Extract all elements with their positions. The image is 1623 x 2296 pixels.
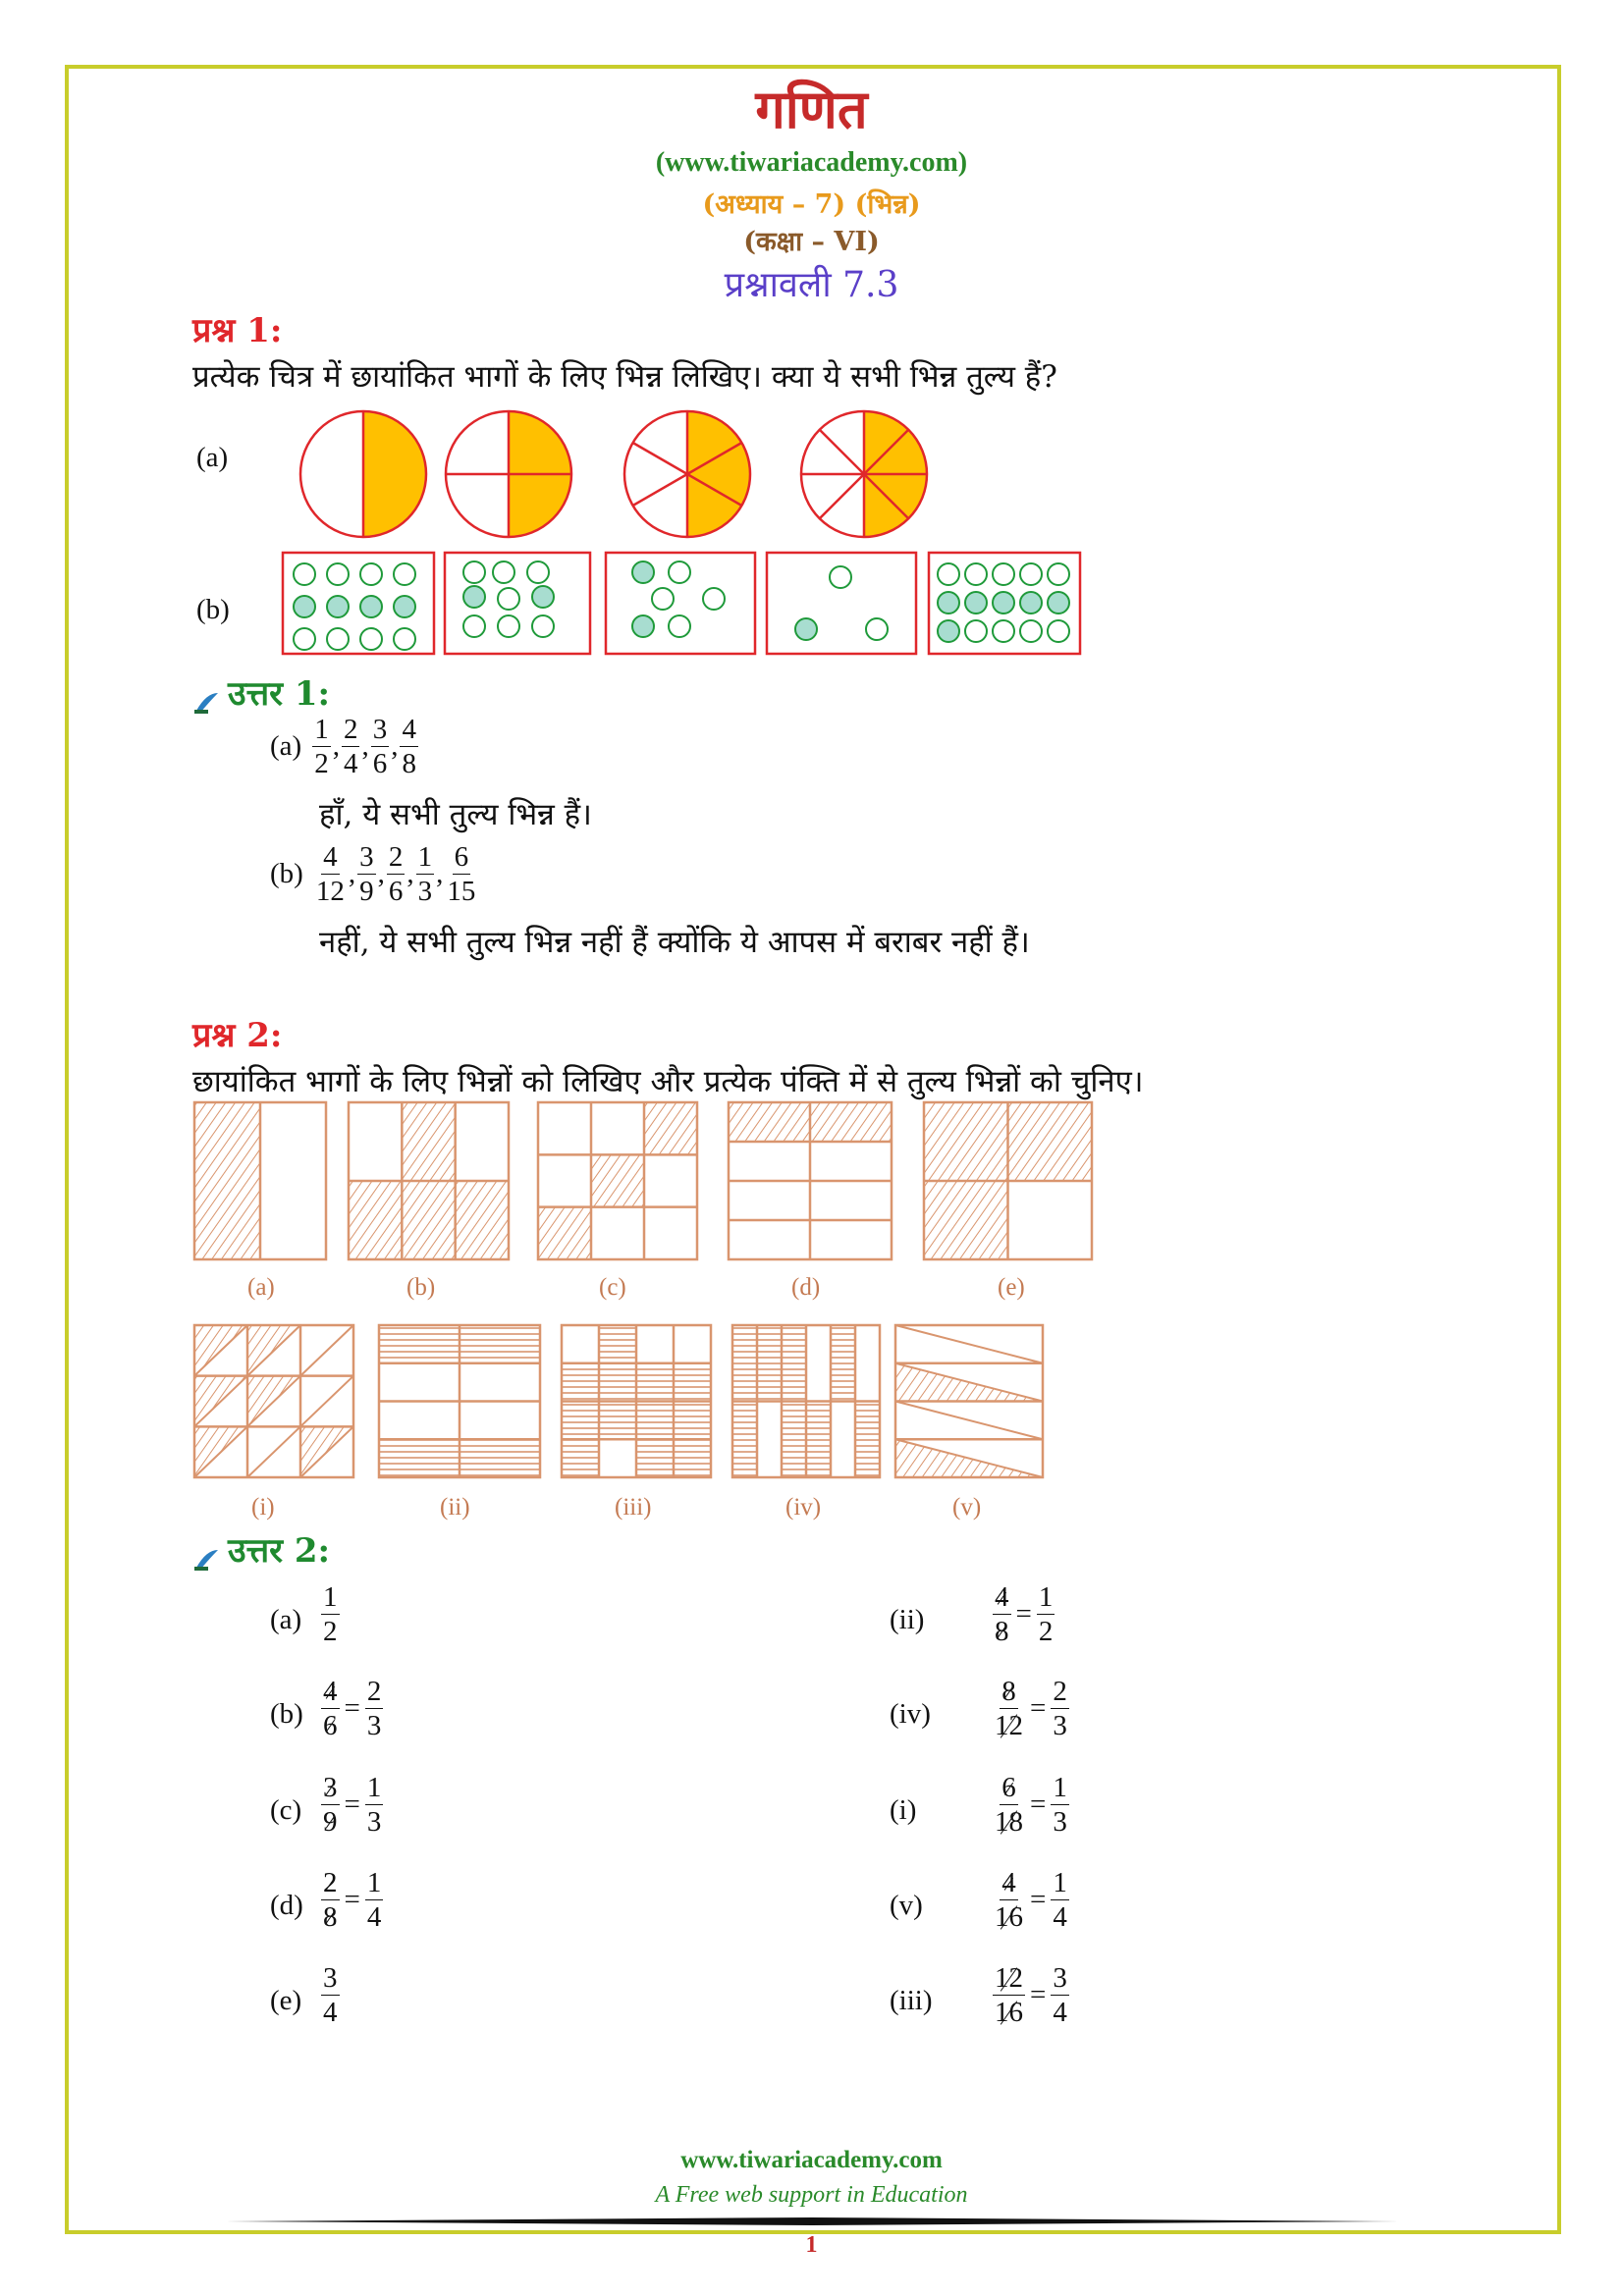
shaded-grid-figure [729,1102,892,1259]
figure-caption: (iii) [615,1494,652,1521]
shaded-cell [562,1439,599,1477]
shaded-cell [538,1207,591,1259]
shaded-cell [402,1181,455,1259]
shaded-cell [674,1439,711,1477]
numerator: 2 [387,842,406,875]
denominator: 9 [359,876,374,908]
question-1-heading: प्रश्न 1: [192,311,283,350]
shaded-cell [1008,1102,1093,1181]
denominator: 8 [323,1901,338,1934]
footer-tagline: A Free web support in Education [655,2182,968,2208]
separator: , [406,858,414,890]
equals-sign: = [1030,1979,1047,2011]
equals-sign: = [1015,1598,1032,1630]
separator: , [361,730,369,763]
denominator: 3 [1053,1710,1067,1742]
numerator: 2 [321,1868,340,1900]
fraction [365,1677,384,1741]
diagonal [895,1325,1043,1363]
denominator: 6 [323,1710,338,1742]
numerator: 1 [321,1582,340,1615]
answer-2-label: (b) [270,1698,303,1730]
shaded-cell [810,1102,892,1142]
denominator: 6 [372,748,388,780]
answer-2-label: (i) [890,1794,917,1826]
fraction [1051,1677,1069,1741]
fraction [1051,1773,1069,1838]
shaded-cell [729,1102,810,1142]
shaded-cell [591,1154,644,1206]
figure-caption: (v) [952,1494,982,1521]
answer-2-label: (ii) [890,1604,925,1635]
answer-2-expression [992,1582,1055,1647]
numerator: 2 [365,1677,384,1709]
numerator: 1 [365,1773,384,1805]
numerator: 3 [371,715,390,747]
figure-caption: (c) [599,1274,626,1301]
denominator: 4 [1053,1901,1067,1934]
numerator: 1 [1037,1582,1055,1615]
answer-2-expression [992,1677,1070,1741]
shaded-cell [562,1363,599,1402]
shaded-grid-figure [538,1102,697,1259]
shaded-cell [732,1402,757,1478]
diagonal [300,1376,353,1427]
separator: , [391,730,399,763]
numerator: 1 [416,842,435,875]
numerator: 4 [1000,1868,1018,1900]
numerator: 6 [1000,1773,1018,1805]
answer-1-heading: उत्तर 1: [192,669,330,715]
shaded-cell [674,1402,711,1440]
equals-sign: = [1030,1789,1047,1821]
shaded-cell [757,1325,782,1402]
shaded-cell [674,1363,711,1402]
figure-caption: (d) [791,1274,821,1301]
numerator: 2 [1051,1677,1069,1709]
shaded-cell [402,1102,455,1181]
fraction [321,1868,340,1933]
numerator: 3 [321,1773,340,1805]
shaded-grid-figure [379,1325,540,1477]
denominator: 15 [447,876,476,908]
page-title: गणित [755,78,868,140]
denominator: 6 [388,876,404,908]
numerator: 8 [1000,1677,1018,1709]
shaded-grid-figure [924,1102,1092,1259]
shaded-cell [924,1181,1008,1259]
answer-2-label: (e) [270,1985,302,2016]
separator: , [377,858,385,890]
denominator: 4 [366,1901,382,1934]
fraction [321,1677,340,1741]
figure-caption: (iv) [785,1494,822,1521]
shaded-cell [855,1402,880,1478]
fraction [321,1582,340,1647]
shaded-grid-figure [349,1102,509,1259]
denominator: 8 [995,1616,1009,1648]
class-label: (कक्षा – VI) [743,227,880,257]
answer-2-label: (iii) [890,1985,933,2016]
diagonal [300,1325,353,1376]
answer-2-expression [992,1963,1070,2028]
denominator: 3 [366,1806,382,1839]
denominator: 4 [1053,1997,1067,2029]
shaded-cell [562,1402,599,1440]
shaded-grid-figure [732,1325,880,1477]
question-2-text: छायांकित भागों के लिए भिन्नों को लिखिए और प्रत्येक पंक्ति में से तुल्य भिन्नों को चुनिए। [192,1064,1144,1099]
fraction [993,1773,1025,1838]
shaded-cell [599,1325,636,1363]
denominator: 4 [343,748,358,780]
numerator: 3 [1051,1963,1069,1996]
shaded-grid-figure [194,1102,326,1259]
denominator: 16 [995,1997,1023,2029]
shaded-cell [456,1181,509,1259]
q1-label-a: (a) [196,442,229,473]
header-site[interactable]: (www.tiwariacademy.com) [655,147,968,178]
numerator: 4 [400,715,418,747]
numerator: 3 [321,1963,340,1996]
figure-caption: (ii) [440,1494,470,1521]
fraction [1037,1582,1055,1647]
denominator: 2 [314,748,329,780]
answer-2-label: (iv) [890,1698,931,1730]
shaded-cell [349,1181,402,1259]
answer-1a-text: हाँ, ये सभी तुल्य भिन्न हैं। [319,797,592,832]
numerator: 1 [365,1868,384,1900]
numerator: 4 [321,1677,340,1709]
exercise-label: प्रश्नावली 7.3 [724,265,899,305]
numerator: 2 [342,715,360,747]
answer-1b-text: नहीं, ये सभी तुल्य भिन्न नहीं हैं क्योंकि ये आपस में बराबर नहीं हैं। [319,925,1030,960]
answer-2-expression [320,1868,384,1933]
denominator: 9 [323,1806,338,1839]
equals-sign: = [1030,1884,1047,1916]
diagonal [247,1426,300,1477]
shaded-cell [379,1325,460,1363]
shaded-cell [636,1402,674,1440]
chapter-label: (अध्याय – 7) (भिन्न) [702,189,921,220]
equals-sign: = [344,1692,360,1725]
numerator: 4 [321,842,340,875]
shaded-cell [460,1325,540,1363]
fraction [365,1773,384,1838]
shaded-cell [460,1439,540,1477]
answer-2-expression [992,1868,1070,1933]
separator: , [436,858,444,890]
shaded-cell [636,1363,674,1402]
figure-caption: (a) [247,1274,275,1301]
denominator: 12 [315,876,345,908]
answer-2-label: (a) [270,1604,302,1635]
shaded-cell [732,1325,757,1402]
shaded-grid-figure [194,1325,353,1477]
figure-caption: (e) [998,1274,1025,1301]
numerator: 12 [993,1963,1025,1996]
figure-caption: (i) [251,1494,275,1521]
separator: , [348,858,356,890]
denominator: 3 [366,1710,382,1742]
separator: , [332,730,340,763]
fraction [321,1963,340,2028]
shaded-grid-figure [895,1325,1043,1477]
denominator: 16 [995,1901,1023,1934]
fraction [1051,1963,1069,2028]
fraction [993,1677,1025,1741]
denominator: 4 [323,1997,338,2029]
footer-site-link[interactable]: www.tiwariacademy.com [680,2147,943,2173]
fraction [321,1773,340,1838]
q1-label-b: (b) [196,594,230,625]
shaded-grid-figure [562,1325,711,1477]
answer-2-label: (v) [890,1890,923,1921]
answer-2-expression [320,1677,384,1741]
fraction [993,1963,1025,2028]
numerator: 1 [312,715,331,747]
shaded-cell [636,1439,674,1477]
denominator: 3 [1053,1806,1067,1839]
figure-caption: (b) [406,1274,436,1301]
answer-2-expression [320,1773,384,1838]
numerator: 3 [357,842,376,875]
denominator: 2 [1038,1616,1054,1648]
equals-sign: = [1030,1692,1047,1725]
question-2-heading: प्रश्न 2: [192,1016,283,1055]
answer-2-heading: उत्तर 2: [192,1526,330,1572]
denominator: 18 [995,1806,1023,1839]
answer-2-expression [320,1963,341,2028]
numerator: 4 [993,1582,1011,1615]
answer-2-label: (c) [270,1794,302,1826]
shaded-cell [644,1102,697,1154]
shaded-cell [782,1402,806,1478]
equals-sign: = [344,1789,360,1821]
fraction [993,1868,1025,1933]
denominator: 8 [402,748,416,780]
shaded-cell [379,1439,460,1477]
fraction [993,1582,1011,1647]
denominator: 12 [995,1710,1023,1742]
question-1-text: प्रत्येक चित्र में छायांकित भागों के लिए भिन्न लिखिए। क्या ये सभी भिन्न तुल्य हैं? [192,359,1057,395]
diagonal [895,1402,1043,1440]
fraction [1051,1868,1069,1933]
fraction [365,1868,384,1933]
numerator: 1 [1051,1868,1069,1900]
shaded-cell [831,1325,855,1402]
shaded-cell [782,1325,806,1402]
shaded-cell [599,1363,636,1402]
footer-divider [226,2216,1399,2226]
numerator: 6 [453,842,471,875]
answer-2-expression [320,1582,341,1647]
denominator: 2 [323,1616,338,1648]
shaded-cell [924,1102,1008,1181]
page-number: 1 [805,2232,818,2258]
answer-1a: (a) $\frac{1}{2}$ , $\frac{2}{4}$ , $\frac{3}{6}$ , $\frac{4}{8}$ [270,715,419,779]
denominator: 3 [417,876,433,908]
shaded-cell [599,1402,636,1440]
pen-icon [192,1541,220,1565]
answer-2-label: (d) [270,1890,303,1921]
answer-2-expression [992,1773,1070,1838]
answer-1b: (b) $\frac{4}{12}$ , $\frac{3}{9}$ , $\frac{2}{6}$ , $\frac{1}{3}$ , $\frac{6}{15}$ [270,842,478,907]
equals-sign: = [344,1884,360,1916]
shaded-cell [806,1402,831,1478]
numerator: 1 [1051,1773,1069,1805]
shaded-cell [194,1102,260,1259]
